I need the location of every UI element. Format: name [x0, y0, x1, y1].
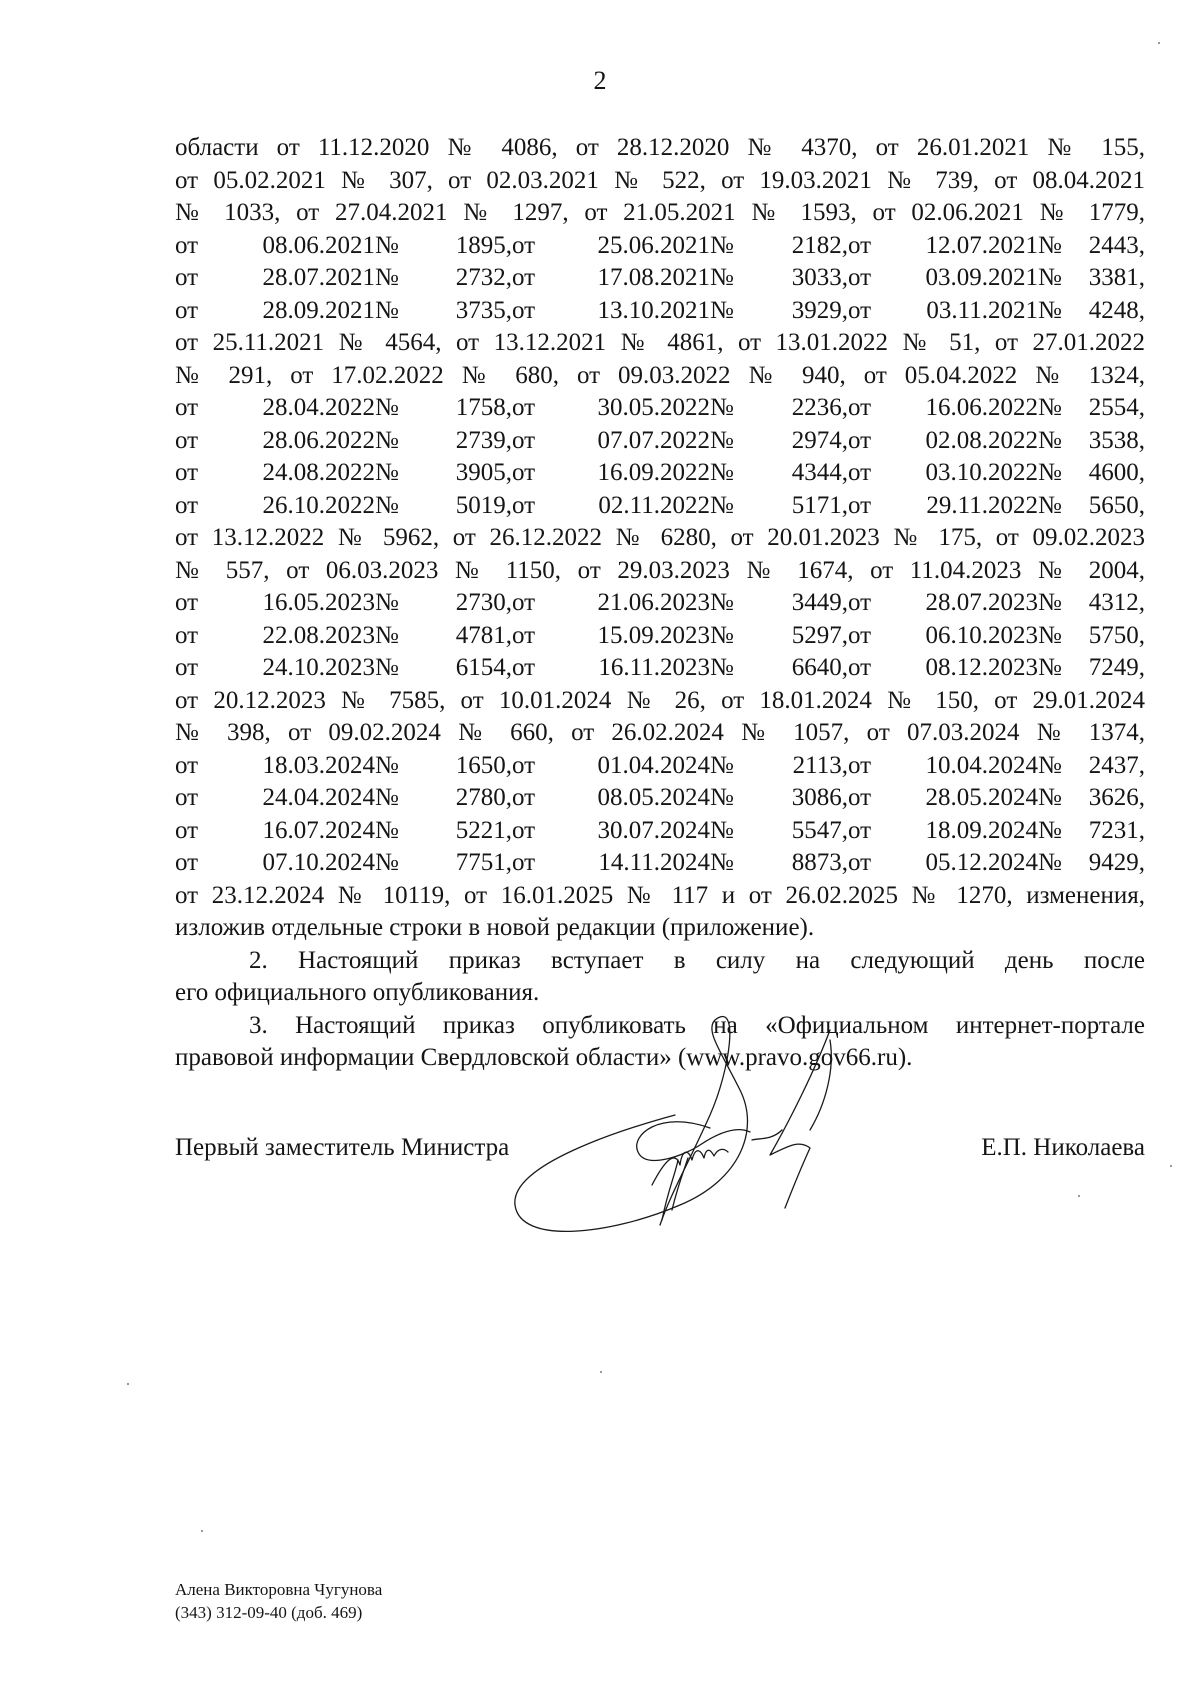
- text-line: области от 11.12.2020 № 4086, от 28.12.2020 № 4370, от 26.01.2021 № 155,: [175, 134, 1145, 161]
- reference-row: от 07.10.2024 № 7751, от 14.11.2024 № 8873, от 05.12.2024 № 9429,: [175, 849, 1145, 876]
- order-body-text: [175, 132, 1145, 1075]
- signatory-title: Первый заместитель Министра: [175, 1134, 510, 1161]
- reference-row: от 24.08.2022 № 3905, от 16.09.2022 № 4344, от 03.10.2022 № 4600,: [175, 459, 1145, 486]
- page-number: 2: [593, 66, 607, 95]
- reference-row: от 28.06.2022 № 2739, от 07.07.2022 № 2974, от 02.08.2022 № 3538,: [175, 426, 1145, 454]
- scan-speck: [600, 1371, 602, 1373]
- executor-phone: (343) 312-09-40 (доб. 469): [175, 1603, 363, 1622]
- text-line: № 398, от 09.02.2024 № 660, от 26.02.2024 № 1057, от 07.03.2024 № 1374,: [175, 719, 1145, 746]
- reference-row: от 08.06.2021 № 1895, от 25.06.2021 № 2182, от 12.07.2021 № 2443,: [175, 231, 1145, 259]
- paragraph-3-text: 3. Настоящий приказ опубликовать на «Официальном интернет-портале: [249, 1011, 1145, 1039]
- text-line: его официального опубликования.: [175, 979, 540, 1006]
- reference-row: от 24.04.2024 № 2780, от 08.05.2024 № 3086, от 28.05.2024 № 3626,: [175, 784, 1145, 811]
- text-line: изложив отдельные строки в новой редакции (приложение).: [175, 914, 815, 941]
- text-line: от 05.02.2021 № 307, от 02.03.2021 № 522, от 19.03.2021 № 739, от 08.04.2021: [175, 166, 1145, 194]
- text-line: правовой информации Свердловской области» (www.pravo.gov66.ru).: [175, 1044, 913, 1071]
- reference-row: от 26.10.2022 № 5019, от 02.11.2022 № 5171, от 29.11.2022 № 5650,: [175, 491, 1145, 519]
- executor-name: Алена Викторовна Чугунова: [175, 1580, 383, 1599]
- text-line: № 557, от 06.03.2023 № 1150, от 29.03.2023 № 1674, от 11.04.2023 № 2004,: [175, 556, 1145, 584]
- scan-speck: [127, 1383, 129, 1385]
- paragraph-2-text: 2. Настоящий приказ вступает в силу на следующий день после: [249, 946, 1145, 974]
- executor-info: [175, 1578, 382, 1624]
- reference-row: от 16.07.2024 № 5221, от 30.07.2024 № 5547, от 18.09.2024 № 7231,: [175, 816, 1145, 844]
- text-line: № 1033, от 27.04.2021 № 1297, от 21.05.2021 № 1593, от 02.06.2021 № 1779,: [175, 199, 1145, 226]
- reference-row: от 28.07.2021 № 2732, от 17.08.2021 № 3033, от 03.09.2021 № 3381,: [175, 264, 1145, 291]
- reference-row: от 16.05.2023 № 2730, от 21.06.2023 № 3449, от 28.07.2023 № 4312,: [175, 589, 1145, 616]
- reference-row: от 28.04.2022 № 1758, от 30.05.2022 № 2236, от 16.06.2022 № 2554,: [175, 394, 1145, 421]
- scan-speck: [1158, 42, 1160, 44]
- signatory-name: Е.П. Николаева: [981, 1134, 1145, 1161]
- scan-speck: [1078, 1195, 1080, 1197]
- reference-row: от 28.09.2021 № 3735, от 13.10.2021 № 3929, от 03.11.2021 № 4248,: [175, 296, 1145, 324]
- scan-speck: [201, 1530, 203, 1532]
- text-line: от 20.12.2023 № 7585, от 10.01.2024 № 26, от 18.01.2024 № 150, от 29.01.2024: [175, 686, 1145, 714]
- reference-row: от 24.10.2023 № 6154, от 16.11.2023 № 6640, от 08.12.2023 № 7249,: [175, 654, 1145, 681]
- handwritten-signature: [500, 980, 920, 1280]
- reference-row: от 18.03.2024 № 1650, от 01.04.2024 № 2113, от 10.04.2024 № 2437,: [175, 751, 1145, 779]
- text-line: № 291, от 17.02.2022 № 680, от 09.03.2022 № 940, от 05.04.2022 № 1324,: [175, 361, 1145, 389]
- text-line: от 13.12.2022 № 5962, от 26.12.2022 № 6280, от 20.01.2023 № 175, от 09.02.2023: [175, 524, 1145, 551]
- reference-row: от 22.08.2023 № 4781, от 15.09.2023 № 5297, от 06.10.2023 № 5750,: [175, 621, 1145, 649]
- scan-speck: [1170, 1165, 1172, 1167]
- text-line: от 25.11.2021 № 4564, от 13.12.2021 № 4861, от 13.01.2022 № 51, от 27.01.2022: [175, 329, 1145, 356]
- text-line: от 23.12.2024 № 10119, от 16.01.2025 № 117 и от 26.02.2025 № 1270, изменения,: [175, 881, 1145, 909]
